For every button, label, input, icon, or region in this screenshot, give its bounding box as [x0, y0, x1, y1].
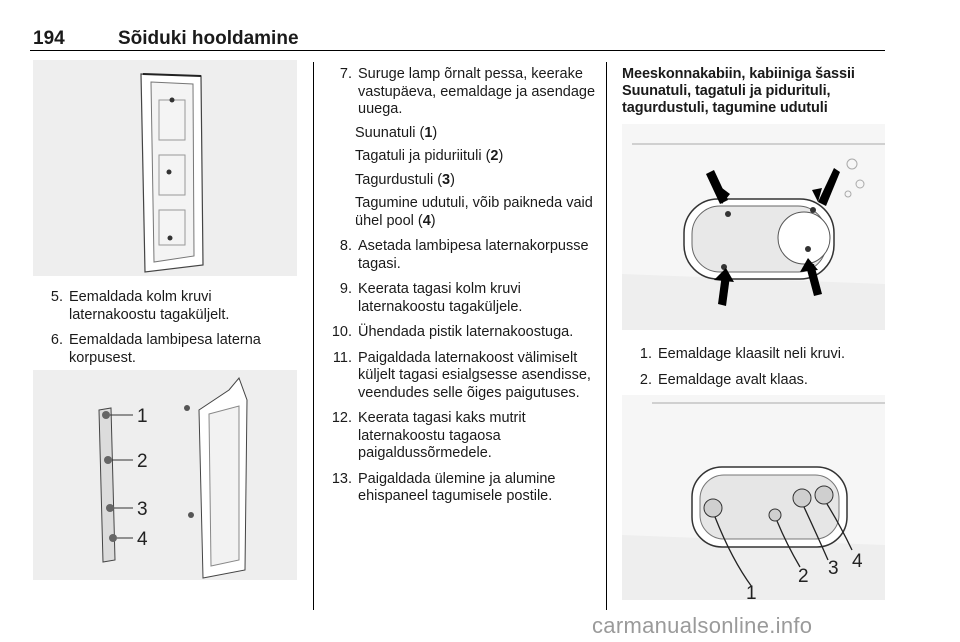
callout-2: 2	[798, 566, 809, 587]
step-number: 6.	[50, 332, 63, 348]
section-heading-line-3: tagurdustuli, tagumine udutuli	[622, 100, 828, 116]
callout-1: 1	[746, 583, 757, 600]
page-title: Sõiduki hooldamine	[118, 28, 299, 49]
column-2-text	[322, 66, 602, 514]
step-13: 13. Paigaldada ülemine ja alumine ehispaneel tagumisele postile.	[331, 470, 556, 504]
step-5	[33, 289, 298, 324]
sub-item-tagurdustuli: Tagurdustuli (3)	[355, 171, 455, 188]
figure-rear-lamp-arrows	[622, 124, 885, 330]
step-10: 10. Ühendada pistik laternakoostuga.	[331, 324, 574, 340]
watermark: carmanualsonline.info	[592, 613, 813, 638]
step-text: Eemaldada kolm kruvi laternakoostu tagaküljelt.	[69, 289, 230, 323]
step-1: 1. Eemaldage klaasilt neli kruvi.	[639, 346, 845, 362]
column-1-text	[33, 289, 298, 375]
callout-4: 4	[852, 551, 863, 572]
step-11: 11. Paigaldada laternakoost välimiselt küljelt tagasi esialgsesse asendisse, veendudes selle õiges paigutuses.	[332, 349, 591, 401]
step-number: 5.	[50, 289, 63, 305]
callout-3: 3	[137, 499, 148, 520]
page-number: 194	[33, 28, 65, 49]
page-header	[30, 26, 885, 51]
step-text: Suruge lamp õrnalt pessa, keerake vastupäeva, eemaldage ja asendage uuega.	[358, 66, 596, 117]
lamp-socket-illustration	[33, 370, 297, 580]
step-list-col3	[622, 346, 887, 389]
callout-2: 2	[137, 451, 148, 472]
section-heading-line-2: Suunatuli, tagatuli ja pidurituli,	[622, 83, 831, 99]
step-9: 9. Keerata tagasi kolm kruvi laternakoostu tagaküljele.	[339, 281, 523, 315]
step-list-col2-b	[322, 238, 602, 506]
step-12: 12. Keerata tagasi kaks mutrit laternakoostu tagaosa paigaldussõrmedele.	[331, 410, 526, 461]
lamp-bulbs-illustration	[622, 395, 885, 600]
column-divider-2	[606, 62, 607, 610]
sub-item-tagatuli: Tagatuli ja piduriituli (2)	[355, 148, 504, 164]
step-8: 8. Asetada lambipesa laternakorpusse tagasi.	[339, 238, 589, 272]
step-7	[322, 66, 602, 119]
section-heading-line-1: Meeskonnakabiin, kabiiniga šassii	[622, 66, 855, 82]
callout-3: 3	[828, 558, 839, 579]
column-divider-1	[313, 62, 314, 610]
sub-item-suunatuli: Suunatuli (1)	[355, 124, 438, 141]
step-text: Eemaldada lambipesa laterna korpusest.	[69, 332, 261, 366]
column-3-heading	[622, 66, 887, 117]
rear-lamp-arrows-illustration	[622, 124, 885, 330]
callout-4: 4	[137, 529, 148, 550]
figure-lamp-socket	[33, 370, 297, 580]
step-list-col1	[33, 289, 298, 367]
step-6	[33, 332, 298, 367]
step-2: 2. Eemaldage avalt klaas.	[639, 371, 808, 388]
lamp-housing-illustration	[33, 60, 297, 276]
callout-1: 1	[137, 406, 148, 427]
figure-lamp-bulbs	[622, 395, 885, 600]
sub-item-udutuli: Tagumine udutuli, võib paikneda vaid ühel pool (4)	[355, 195, 593, 229]
step-list-col2-a	[322, 66, 602, 119]
step-number: 7.	[339, 66, 352, 82]
column-3-text	[622, 346, 887, 397]
figure-lamp-housing	[33, 60, 297, 276]
